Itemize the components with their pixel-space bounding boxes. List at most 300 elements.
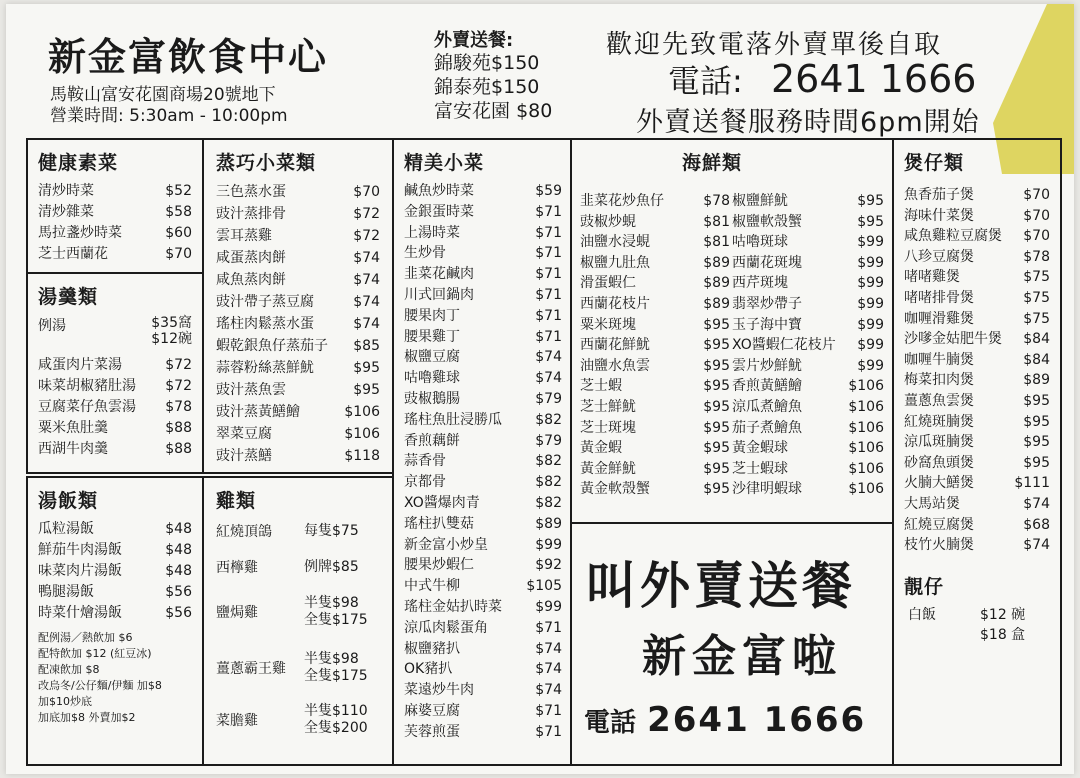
- item-price: $81: [703, 213, 730, 230]
- menu-item: [404, 639, 562, 660]
- section-seafood: [570, 138, 894, 524]
- item-name: 京都骨: [404, 474, 446, 491]
- menu-item: [904, 453, 1050, 474]
- item-price: $82: [535, 453, 562, 470]
- item-price: $71: [535, 619, 562, 636]
- item-price: $71: [535, 328, 562, 345]
- item-price: 半隻$110 全隻$200: [304, 703, 368, 736]
- item-name: 沙律明蝦球: [732, 481, 802, 498]
- promo-phone: [584, 700, 866, 740]
- item-name: 清炒雜菜: [38, 204, 94, 220]
- menu-item: [904, 226, 1050, 247]
- delivery-fee-item: 富安花園 $80: [434, 100, 553, 122]
- item-price: $71: [535, 245, 562, 262]
- menu-item: [404, 722, 562, 743]
- item-name: 鹽焗雞: [216, 605, 258, 621]
- item-price: $35窩 $12碗: [151, 315, 192, 347]
- item-name: 涼瓜肉鬆蛋角: [404, 619, 488, 636]
- menu-item: [904, 391, 1050, 412]
- item-name: 咕嚕雞球: [404, 370, 460, 387]
- menu-item: [904, 473, 1050, 494]
- rice-title: 靚仔: [904, 575, 945, 598]
- menu-item: [404, 493, 562, 514]
- menu-item: [732, 315, 884, 336]
- menu-item: [216, 379, 380, 401]
- item-price: $118: [344, 448, 380, 464]
- note-line: 配例湯／熱飲加 $6: [38, 631, 133, 644]
- menu-item: [732, 356, 884, 377]
- item-name: 雲片炒鮮魷: [732, 357, 802, 374]
- promo-line1: 叫外賣送餐: [586, 556, 856, 615]
- item-price: $99: [535, 536, 562, 553]
- item-name: 菜遠炒牛肉: [404, 682, 474, 699]
- item-price: $74: [535, 661, 562, 678]
- item-price: $105: [526, 578, 562, 595]
- menu-item: [404, 223, 562, 244]
- menu-item: [216, 291, 380, 313]
- menu-item: [580, 376, 730, 397]
- item-price: $74: [535, 640, 562, 657]
- menu-item: [580, 273, 730, 294]
- menu-item: [732, 232, 884, 253]
- item-list: [38, 355, 192, 460]
- item-list: [216, 521, 380, 737]
- item-price: $72: [165, 357, 192, 373]
- section-chicken: [202, 476, 394, 766]
- item-name: 咸蛋蒸肉餅: [216, 250, 286, 266]
- item-name: 豉椒炒蜆: [580, 213, 636, 230]
- menu-item: [580, 294, 730, 315]
- item-price: $111: [1014, 475, 1050, 492]
- item-price: $95: [1023, 413, 1050, 430]
- item-price: $58: [165, 204, 192, 220]
- item-price: $95: [703, 357, 730, 374]
- item-price: $81: [703, 234, 730, 251]
- item-name: 韭菜花鹹肉: [404, 266, 474, 283]
- item-name: 瑤柱金姑扒時菜: [404, 598, 502, 615]
- item-price: $89: [703, 295, 730, 312]
- item-price: $92: [535, 557, 562, 574]
- menu-item: [904, 370, 1050, 391]
- item-name: 金銀蛋時菜: [404, 203, 474, 220]
- item-name: 麻婆豆腐: [404, 702, 460, 719]
- item-name: 西蘭花斑塊: [732, 254, 802, 271]
- item-price: $89: [703, 254, 730, 271]
- item-price: $74: [535, 349, 562, 366]
- item-name: 芝士蝦: [580, 378, 622, 395]
- menu-item: [216, 225, 380, 247]
- menu-item: [404, 347, 562, 368]
- menu-item: [404, 535, 562, 556]
- item-list: [904, 185, 1050, 556]
- item-price: $70: [1023, 207, 1050, 224]
- item-price: $88: [165, 420, 192, 436]
- menu-item: [38, 244, 192, 265]
- item-name: 咖喱滑雞煲: [904, 310, 974, 327]
- item-name: 例湯: [38, 318, 66, 334]
- item-name: 香煎黃鱔鱠: [732, 378, 802, 395]
- menu-item: [732, 376, 884, 397]
- menu-item: [904, 494, 1050, 515]
- menu-item: [580, 397, 730, 418]
- item-name: 三色蒸水蛋: [216, 184, 286, 200]
- menu-item: [904, 412, 1050, 433]
- item-name: 粟米斑塊: [580, 316, 636, 333]
- menu-item: [580, 335, 730, 356]
- menu-item: [904, 432, 1050, 453]
- item-name: 椒鹽豬扒: [404, 640, 460, 657]
- phone-label: 電話:: [668, 62, 743, 100]
- item-name: 瑤柱肉鬆蒸水蛋: [216, 316, 314, 332]
- menu-item: [404, 618, 562, 639]
- item-name: 川式回鍋肉: [404, 286, 474, 303]
- item-name: 枝竹火腩煲: [904, 537, 974, 554]
- item-price: $99: [857, 295, 884, 312]
- item-list: [404, 181, 562, 743]
- section-title: 健康素菜: [38, 152, 119, 174]
- item-price: $82: [535, 474, 562, 491]
- menu-item: [732, 459, 884, 480]
- menu-item: [404, 368, 562, 389]
- item-price: $95: [703, 440, 730, 457]
- item-price: $95: [353, 360, 380, 376]
- item-name: 鹹魚炒時菜: [404, 183, 474, 199]
- item-name: 椒鹽鮮魷: [732, 193, 788, 209]
- item-price: $68: [1023, 516, 1050, 533]
- rice-row: [904, 605, 1050, 645]
- menu-item: [38, 202, 192, 223]
- item-price: $74: [353, 316, 380, 332]
- item-price: $79: [535, 432, 562, 449]
- item-name: 西湖牛肉羹: [38, 441, 108, 457]
- menu-item: [404, 410, 562, 431]
- item-price: $74: [1023, 537, 1050, 554]
- item-name: 油鹽水浸蜆: [580, 234, 650, 251]
- menu-item: [38, 418, 192, 439]
- item-price: $60: [165, 225, 192, 241]
- item-price: $70: [1023, 228, 1050, 245]
- item-name: XO醬爆肉青: [404, 494, 480, 511]
- item-name: 芙蓉煎蛋: [404, 723, 460, 740]
- item-name: 黃金軟殼蟹: [580, 481, 650, 498]
- menu-item: [38, 519, 192, 540]
- menu-item: [216, 401, 380, 423]
- item-name: 茄子煮鱠魚: [732, 419, 802, 436]
- item-price: $71: [535, 307, 562, 324]
- item-name: 椒鹽豆腐: [404, 349, 460, 366]
- item-price: $95: [703, 316, 730, 333]
- item-list: [216, 181, 380, 467]
- item-price: $71: [535, 203, 562, 220]
- item-price: $82: [535, 411, 562, 428]
- menu-item: [216, 595, 380, 629]
- item-price: $99: [857, 357, 884, 374]
- item-price: $95: [1023, 392, 1050, 409]
- item-price: $59: [535, 183, 562, 199]
- section-title: 雞類: [216, 490, 257, 512]
- address: 馬鞍山富安花園商場20號地下: [50, 85, 276, 105]
- item-price: $79: [535, 390, 562, 407]
- item-price: $106: [848, 460, 884, 477]
- item-price: $95: [703, 419, 730, 436]
- menu-item: [904, 329, 1050, 350]
- item-name: 豉汁帶子蒸豆腐: [216, 294, 314, 310]
- menu-item: [216, 313, 380, 335]
- menu-item: [404, 597, 562, 618]
- menu-item: [904, 185, 1050, 206]
- item-name: 芝士西蘭花: [38, 246, 108, 262]
- item-name: 味菜胡椒豬肚湯: [38, 378, 136, 394]
- menu-item: [904, 267, 1050, 288]
- item-name: 啫啫雞煲: [904, 269, 960, 286]
- item-price: $95: [1023, 434, 1050, 451]
- item-price: $85: [353, 338, 380, 354]
- item-list: [580, 191, 730, 500]
- section-title: 湯羹類: [38, 286, 99, 308]
- item-price: $78: [165, 399, 192, 415]
- menu-item: [38, 181, 192, 202]
- menu-item: [732, 253, 884, 274]
- menu-item: [404, 431, 562, 452]
- item-name: OK豬扒: [404, 661, 453, 678]
- item-name: 時菜什燴湯飯: [38, 605, 122, 621]
- menu-item: [404, 243, 562, 264]
- item-name: 豉汁蒸排骨: [216, 206, 286, 222]
- item-name: 腰果肉丁: [404, 307, 460, 324]
- item-price: $71: [535, 224, 562, 241]
- item-name: 馬拉盞炒時菜: [38, 225, 122, 241]
- item-price: 例牌$85: [304, 558, 359, 575]
- item-name: 滑蛋蝦仁: [580, 275, 636, 292]
- item-name: 香煎藕餅: [404, 432, 460, 449]
- phone-number: 2641 1666: [647, 700, 867, 740]
- menu-item: [38, 439, 192, 460]
- item-name: 白飯: [908, 606, 936, 623]
- item-name: 瑤柱魚肚浸勝瓜: [404, 411, 502, 428]
- item-price: $70: [165, 246, 192, 262]
- menu-item: [38, 355, 192, 376]
- item-list: [38, 181, 192, 265]
- item-price: $48: [165, 521, 192, 537]
- item-name: 海味什菜煲: [904, 207, 974, 224]
- item-price: $95: [857, 213, 884, 230]
- item-name: 鴨腿湯飯: [38, 584, 94, 600]
- item-price: $48: [165, 542, 192, 558]
- phone-number: 2641 1666: [770, 57, 977, 101]
- item-price: $75: [1023, 289, 1050, 306]
- menu-item: [38, 376, 192, 397]
- item-name: 椒鹽軟殼蟹: [732, 213, 802, 230]
- menu-item: [580, 356, 730, 377]
- item-name: 咖喱牛腩煲: [904, 351, 974, 368]
- item-price: $75: [1023, 310, 1050, 327]
- menu-item: [404, 451, 562, 472]
- item-name: 芝士鮮魷: [580, 398, 636, 415]
- menu-item: [38, 603, 192, 624]
- item-name: 西檸雞: [216, 560, 258, 576]
- item-price: $56: [165, 584, 192, 600]
- item-name: 紅燒斑腩煲: [904, 413, 974, 430]
- menu-item: [404, 555, 562, 576]
- menu-item: [404, 202, 562, 223]
- item-name: 上湯時菜: [404, 224, 460, 241]
- menu-item: [216, 247, 380, 269]
- item-name: 翠菜豆腐: [216, 426, 272, 442]
- menu-item: [404, 701, 562, 722]
- menu-item: [216, 357, 380, 379]
- item-price: $82: [535, 494, 562, 511]
- section-title: 煲仔類: [904, 152, 965, 174]
- item-name: 咸魚蒸肉餅: [216, 272, 286, 288]
- menu-sheet: [6, 4, 1074, 774]
- item-name: 涼瓜煮鱠魚: [732, 398, 802, 415]
- section-title: 湯飯類: [38, 490, 99, 512]
- item-name: 紅燒頂鴿: [216, 524, 272, 540]
- menu-item: [404, 680, 562, 701]
- item-list: [38, 519, 192, 624]
- item-name: 生炒骨: [404, 245, 446, 262]
- section-fine-dishes: [392, 138, 572, 766]
- item-price: $84: [1023, 331, 1050, 348]
- item-name: 油鹽水魚雲: [580, 357, 650, 374]
- item-list: [732, 191, 884, 500]
- item-price: $78: [703, 193, 730, 209]
- item-price: $52: [165, 183, 192, 199]
- item-price: $12 碗 $18 盒: [980, 606, 1026, 643]
- item-price: $106: [848, 440, 884, 457]
- item-price: $71: [535, 702, 562, 719]
- item-name: 大馬站煲: [904, 495, 960, 512]
- menu-item: [404, 306, 562, 327]
- item-price: $56: [165, 605, 192, 621]
- item-price: $71: [535, 286, 562, 303]
- menu-item: [404, 514, 562, 535]
- item-price: $99: [857, 275, 884, 292]
- section-steamed: [202, 138, 394, 474]
- item-price: $95: [1023, 454, 1050, 471]
- item-name: 芝士斑塊: [580, 419, 636, 436]
- menu-item: [404, 659, 562, 680]
- menu-item: [216, 651, 380, 685]
- menu-item: [216, 557, 380, 577]
- menu-item: [404, 327, 562, 348]
- welcome-text: 歡迎先致電落外賣單後自取: [606, 30, 943, 60]
- item-price: $99: [857, 316, 884, 333]
- item-price: $106: [848, 419, 884, 436]
- item-name: 薑蔥魚雲煲: [904, 392, 974, 409]
- item-price: $95: [857, 193, 884, 209]
- note-line: 改烏冬/公仔麵/伊麵 加$8: [38, 679, 162, 692]
- section-claypot: [892, 138, 1062, 766]
- item-price: $106: [344, 426, 380, 442]
- item-name: 清炒時菜: [38, 183, 94, 199]
- item-name: 沙嗲金姑肥牛煲: [904, 331, 1002, 348]
- item-name: 魚香茄子煲: [904, 187, 974, 203]
- menu-item: [732, 191, 884, 212]
- menu-item: [38, 540, 192, 561]
- menu-item: [904, 515, 1050, 536]
- daily-soup-row: [38, 315, 192, 347]
- menu-item: [732, 335, 884, 356]
- menu-item: [404, 181, 562, 202]
- item-price: $84: [1023, 351, 1050, 368]
- item-price: $106: [848, 378, 884, 395]
- menu-item: [580, 191, 730, 212]
- item-name: 椒鹽九肚魚: [580, 254, 650, 271]
- item-name: 火腩大鱔煲: [904, 475, 974, 492]
- item-name: 鮮茄牛肉湯飯: [38, 542, 122, 558]
- item-price: $89: [535, 515, 562, 532]
- menu-item: [580, 253, 730, 274]
- menu-item: [732, 479, 884, 500]
- item-name: 黃金鮮魷: [580, 460, 636, 477]
- menu-item: [732, 273, 884, 294]
- item-name: 韭菜花炒魚仔: [580, 193, 664, 209]
- item-price: $95: [703, 378, 730, 395]
- item-name: 豉椒鵝腸: [404, 390, 460, 407]
- item-name: 黃金蝦: [580, 440, 622, 457]
- item-price: 半隻$98 全隻$175: [304, 651, 368, 684]
- menu-item: [732, 418, 884, 439]
- menu-item: [580, 418, 730, 439]
- menu-item: [216, 703, 380, 737]
- menu-item: [216, 181, 380, 203]
- menu-item: [216, 269, 380, 291]
- item-name: 西蘭花鮮魷: [580, 337, 650, 354]
- item-price: $72: [353, 206, 380, 222]
- menu-item: [216, 445, 380, 467]
- item-price: $48: [165, 563, 192, 579]
- menu-item: [38, 582, 192, 603]
- item-name: 腰果雞丁: [404, 328, 460, 345]
- item-name: 紅燒豆腐煲: [904, 516, 974, 533]
- item-name: 蒜蓉粉絲蒸鮮魷: [216, 360, 314, 376]
- note-line: 配凍飲加 $8: [38, 663, 100, 676]
- item-price: 每隻$75: [304, 522, 359, 539]
- item-name: 瓜粒湯飯: [38, 521, 94, 537]
- menu-item: [904, 206, 1050, 227]
- menu-item: [216, 335, 380, 357]
- item-price: $70: [353, 184, 380, 200]
- menu-item: [904, 309, 1050, 330]
- menu-item: [904, 350, 1050, 371]
- item-price: 半隻$98 全隻$175: [304, 595, 368, 628]
- item-name: 八珍豆腐煲: [904, 248, 974, 265]
- promo-line2: 新金富啦: [642, 631, 842, 682]
- item-name: 味菜肉片湯飯: [38, 563, 122, 579]
- item-price: $99: [857, 337, 884, 354]
- item-price: $95: [703, 481, 730, 498]
- item-name: 黃金蝦球: [732, 440, 788, 457]
- section-soup-rice: [26, 476, 204, 766]
- menu-item: [732, 438, 884, 459]
- item-price: $95: [703, 398, 730, 415]
- item-name: 豉汁蒸鱔: [216, 448, 272, 464]
- delivery-fee-list: [434, 51, 552, 123]
- delivery-service-hours: 外賣送餐服務時間6pm開始: [636, 107, 980, 138]
- menu-item: [38, 561, 192, 582]
- item-name: 咕嚕斑球: [732, 234, 788, 251]
- note-line: 加底加$8 外賣加$2: [38, 711, 136, 724]
- item-price: $75: [1023, 269, 1050, 286]
- item-name: 蝦乾銀魚仔蒸茄子: [216, 338, 328, 354]
- promo-panel: [570, 522, 894, 766]
- item-price: $70: [1023, 187, 1050, 203]
- note-line: 配特飲加 $12 (紅豆冰): [38, 647, 152, 660]
- section-healthy-veg: [26, 138, 204, 274]
- item-price: $95: [703, 460, 730, 477]
- header-phone: [668, 56, 976, 102]
